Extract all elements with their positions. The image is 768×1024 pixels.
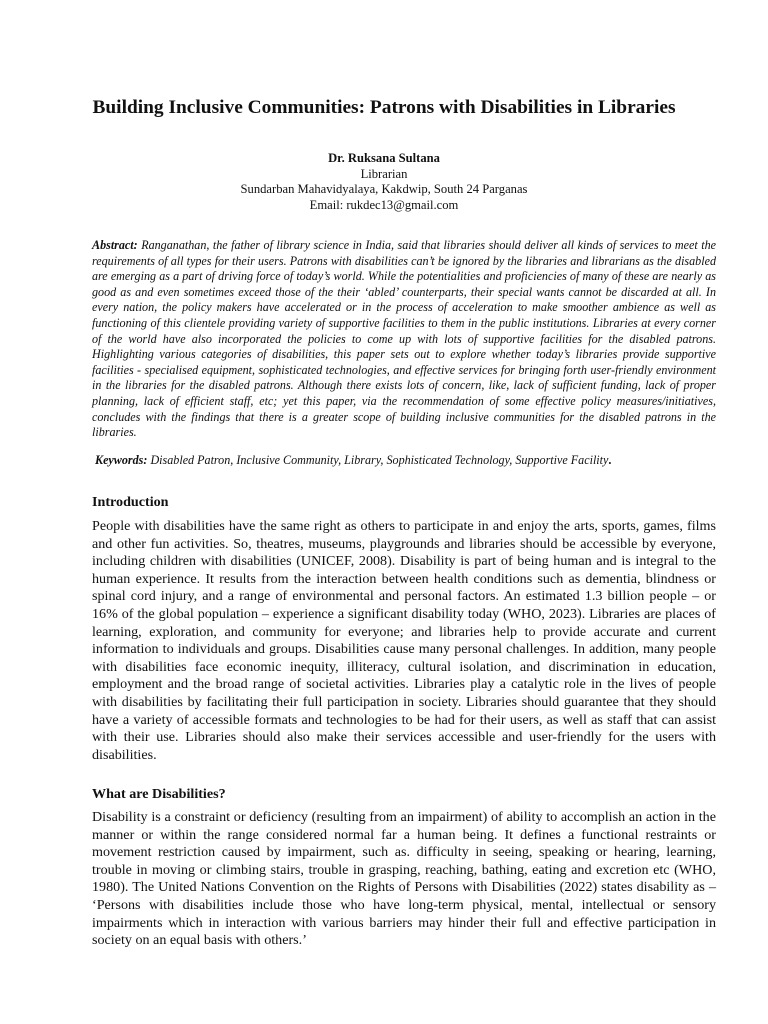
section-body-disabilities: Disability is a constraint or deficiency (resulting from an impairment) of ability to accomplish an action in the manner or within the range considered normal far a human being. It defines a functional restraints or movement restriction caused by impairment, such as. difficulty in seeing, speaking or hearing, learning, trouble in moving or climbing stairs, trouble in grasping, reaching, bathing, eating and excretion etc (WHO, 1980). The United Nations Convention on the Rights of Persons with Disabilities (2022) states disability as – ‘Persons with disabilities include those who have long-term physical, mental, intellectual or sensory impairments which in interaction with various barriers may hinder their full and effective participation in society on an equal basis with others.’ [92,809,716,949]
author-email: Email: rukdec13@gmail.com [309,197,459,212]
author-block [0,151,768,213]
author-affiliation: Sundarban Mahavidyalaya, Kakdwip, South 24 Parganas [240,182,528,197]
author-name: Dr. Ruksana Sultana [328,151,440,165]
keywords-text: Disabled Patron, Inclusive Community, Library, Sophisticated Technology, Supportive Facility [150,453,609,467]
keywords-label: Keywords: [95,453,148,467]
author-role: Librarian [360,166,408,181]
abstract [92,238,716,441]
section-heading-introduction: Introduction [92,494,169,510]
section-body-introduction: People with disabilities have the same right as others to participate in and enjoy the arts, sports, games, films and other fun activities. So, theatres, museums, playgrounds and libraries should be accessible by everyone, including children with disabilities (UNICEF, 2008). Disability is part of being human and is integral to the human experience. It results from the interaction between health conditions such as dementia, blindness or spinal cord injury, and a range of environmental and personal factors. An estimated 1.3 billion people – or 16% of the global population – experience a significant disability today (WHO, 2023). Libraries are places of learning, exploration, and community for everyone; and libraries help to provide accurate and current information to individuals and groups. Disabilities cause many personal challenges. In addition, many people with disabilities face economic inequity, illiteracy, cultural isolation, and discrimination in education, employment and the broad range of societal activities. Libraries play a catalytic role in the lives of people with disabilities by facilitating their full participation in society. Libraries should guarantee that they should have a variety of accessible formats and technologies to be had for their users, as well as staff that can assist with their use. Libraries should also make their services accessible and user-friendly for the users with disabilities. [92,518,716,763]
abstract-text: Ranganathan, the father of library science in India, said that libraries should deliver all kinds of services to meet the requirements of all types for their users. Patrons with disabilities can’t be ignored by the libraries and librarians as the disabled are emerging as a part of driving force of today’s world. While the potentialities and proficiencies of many of these are nearly as good as and even sometimes exceed those of the their ‘abled’ counterparts, their special wants cannot be discarded at all. In every nation, the policy makers have accelerated or in the process of acceleration to make smoother ambience as well as functioning of this clientele providing variety of supportive facilities to them in the public institutions. Libraries at every corner of the world have also incorporated the policies to come up with lots of supportive facilities for the disabled patrons. Highlighting various categories of disabilities, this paper sets out to explore whether today’s libraries provide supportive facilities - specialised equipment, sophisticated technologies, and effective services for bringing forth user-friendly environment in the libraries for the disabled patrons. Although there exists lots of concern, like, lack of sufficient funding, lack of proper planning, lack of efficient staff, etc; yet this paper, via the recommendation of some effective policy measures/initiatives, concludes with the findings that there is a greater scope of building inclusive communities for the disabled patrons in the libraries. [92,238,716,440]
keywords [95,453,735,469]
section-heading-disabilities: What are Disabilities? [92,786,226,802]
paper-title: Building Inclusive Communities: Patrons with Disabilities in Libraries [92,97,676,118]
keywords-end: . [608,453,612,467]
abstract-label: Abstract: [92,238,138,252]
